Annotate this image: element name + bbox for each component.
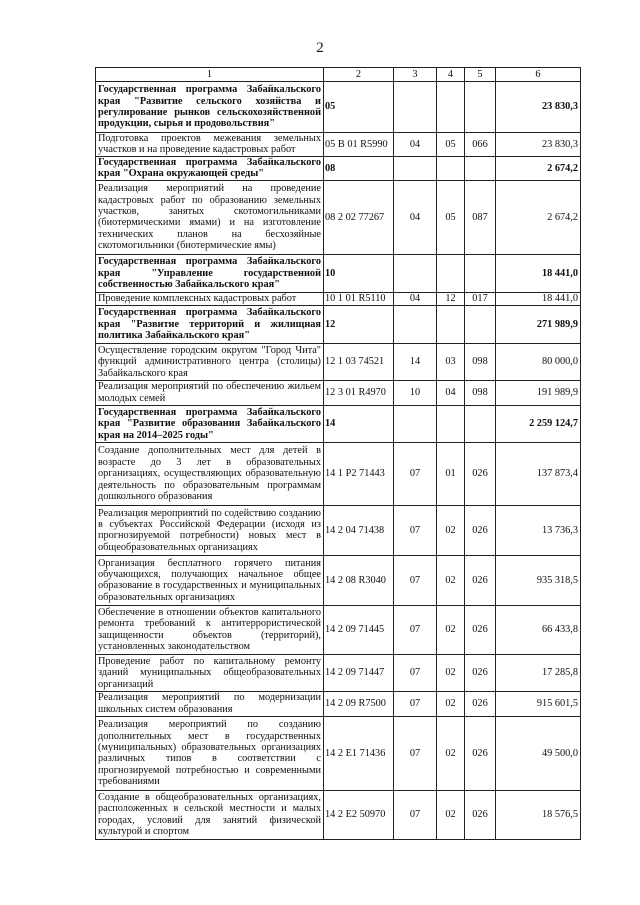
row-code-cell: 08 <box>324 156 394 180</box>
row-amount-cell: 18 441,0 <box>496 254 581 292</box>
table-row <box>96 133 581 157</box>
row-subsection-cell: 01 <box>437 442 465 505</box>
row-name-cell: Государственная программа Забайкальского края "Охрана окружающей среды" <box>96 156 324 180</box>
row-subsection-cell: 02 <box>437 555 465 605</box>
row-name-cell: Создание в общеобразовательных организациях, расположенных в сельской местности и малых городах, условий для занятий физической культурой и спортом <box>96 790 324 839</box>
row-agency-cell <box>465 254 496 292</box>
row-section-cell: 04 <box>394 133 437 157</box>
row-section-cell: 04 <box>394 292 437 305</box>
row-code-cell: 05 В 01 R5990 <box>324 133 394 157</box>
row-subsection-cell: 02 <box>437 605 465 654</box>
row-section-cell: 07 <box>394 605 437 654</box>
row-code-cell: 12 <box>324 305 394 343</box>
row-agency-cell: 026 <box>465 790 496 839</box>
row-code-cell: 12 3 01 R4970 <box>324 380 394 405</box>
row-section-cell: 07 <box>394 555 437 605</box>
table-row <box>96 605 581 654</box>
program-row <box>96 254 581 292</box>
table-header-row <box>96 68 581 82</box>
row-agency-cell: 098 <box>465 380 496 405</box>
row-agency-cell: 017 <box>465 292 496 305</box>
budget-table <box>95 67 581 840</box>
row-subsection-cell: 03 <box>437 343 465 380</box>
row-name-cell: Подготовка проектов межевания земельных участков и на проведение кадастровых работ <box>96 133 324 157</box>
row-amount-cell: 191 989,9 <box>496 380 581 405</box>
column-header-5: 5 <box>465 68 496 82</box>
column-header-4: 4 <box>437 68 465 82</box>
table-row <box>96 380 581 405</box>
row-name-cell: Проведение комплексных кадастровых работ <box>96 292 324 305</box>
row-subsection-cell: 02 <box>437 654 465 691</box>
row-agency-cell <box>465 156 496 180</box>
row-subsection-cell: 02 <box>437 505 465 555</box>
row-section-cell: 10 <box>394 380 437 405</box>
row-code-cell: 14 2 09 71447 <box>324 654 394 691</box>
row-amount-cell: 13 736,3 <box>496 505 581 555</box>
row-agency-cell <box>465 82 496 133</box>
row-name-cell: Проведение работ по капитальному ремонту зданий муниципальных общеобразовательных организаций <box>96 654 324 691</box>
row-subsection-cell <box>437 156 465 180</box>
table-row <box>96 654 581 691</box>
table-body <box>96 82 581 840</box>
row-subsection-cell: 05 <box>437 133 465 157</box>
row-section-cell: 07 <box>394 691 437 716</box>
row-agency-cell: 026 <box>465 605 496 654</box>
row-subsection-cell: 04 <box>437 380 465 405</box>
row-amount-cell: 80 000,0 <box>496 343 581 380</box>
row-section-cell: 07 <box>394 442 437 505</box>
row-section-cell: 14 <box>394 343 437 380</box>
row-section-cell <box>394 254 437 292</box>
row-name-cell: Создание дополнительных мест для детей в возрасте до 3 лет в образовательных организациях, осуществляющих образовательную деятельность по образовательным программам дошкольного образования <box>96 442 324 505</box>
row-section-cell <box>394 156 437 180</box>
row-code-cell: 05 <box>324 82 394 133</box>
row-subsection-cell: 02 <box>437 716 465 790</box>
row-code-cell: 14 1 Р2 71443 <box>324 442 394 505</box>
row-subsection-cell: 02 <box>437 790 465 839</box>
table-row <box>96 691 581 716</box>
page-number: 2 <box>316 40 324 56</box>
row-subsection-cell <box>437 82 465 133</box>
row-name-cell: Реализация мероприятий на проведение кадастровых работ по образованию земельных участков, занятых скотомогильниками (биотермическими ямами) и на изготовление технических планов на бесхозяйные скотомогильники (биотермические ямы) <box>96 180 324 254</box>
row-agency-cell: 026 <box>465 555 496 605</box>
table-row <box>96 180 581 254</box>
row-amount-cell: 2 674,2 <box>496 156 581 180</box>
program-row <box>96 405 581 442</box>
row-agency-cell: 026 <box>465 691 496 716</box>
row-amount-cell: 49 500,0 <box>496 716 581 790</box>
row-agency-cell: 026 <box>465 716 496 790</box>
row-code-cell: 10 1 01 R5110 <box>324 292 394 305</box>
table-row <box>96 555 581 605</box>
row-name-cell: Государственная программа Забайкальского края "Развитие образования Забайкальского края на 2014–2025 годы" <box>96 405 324 442</box>
row-amount-cell: 2 259 124,7 <box>496 405 581 442</box>
row-code-cell: 08 2 02 77267 <box>324 180 394 254</box>
row-code-cell: 14 2 09 R7500 <box>324 691 394 716</box>
program-row <box>96 305 581 343</box>
column-header-2: 2 <box>324 68 394 82</box>
row-name-cell: Реализация мероприятий по модернизации школьных систем образования <box>96 691 324 716</box>
column-header-1: 1 <box>96 68 324 82</box>
row-code-cell: 12 1 03 74521 <box>324 343 394 380</box>
row-subsection-cell: 05 <box>437 180 465 254</box>
row-name-cell: Реализация мероприятий по созданию дополнительных мест в государственных (муниципальных) образовательных организациях различных типов в соответствии с прогнозируемой потребностью и современными требованиями <box>96 716 324 790</box>
row-code-cell: 14 <box>324 405 394 442</box>
table-row <box>96 790 581 839</box>
table-row <box>96 505 581 555</box>
row-amount-cell: 137 873,4 <box>496 442 581 505</box>
row-amount-cell: 18 576,5 <box>496 790 581 839</box>
table-row <box>96 343 581 380</box>
program-row <box>96 82 581 133</box>
row-amount-cell: 17 285,8 <box>496 654 581 691</box>
row-name-cell: Государственная программа Забайкальского края "Развитие сельского хозяйства и регулирование рынков сельскохозяйственной продукции, сырья и продовольствия" <box>96 82 324 133</box>
row-subsection-cell <box>437 305 465 343</box>
row-agency-cell: 026 <box>465 654 496 691</box>
row-section-cell <box>394 405 437 442</box>
row-code-cell: 14 2 04 71438 <box>324 505 394 555</box>
row-code-cell: 14 2 Е2 50970 <box>324 790 394 839</box>
row-subsection-cell: 02 <box>437 691 465 716</box>
row-code-cell: 10 <box>324 254 394 292</box>
row-section-cell: 07 <box>394 505 437 555</box>
row-section-cell: 07 <box>394 790 437 839</box>
row-code-cell: 14 2 08 R3040 <box>324 555 394 605</box>
row-agency-cell: 026 <box>465 442 496 505</box>
row-name-cell: Организация бесплатного горячего питания обучающихся, получающих начальное общее образование в государственных и муниципальных образовательных организациях <box>96 555 324 605</box>
column-header-3: 3 <box>394 68 437 82</box>
row-name-cell: Государственная программа Забайкальского края "Управление государственной собственностью Забайкальского края" <box>96 254 324 292</box>
row-amount-cell: 66 433,8 <box>496 605 581 654</box>
row-amount-cell: 935 318,5 <box>496 555 581 605</box>
row-code-cell: 14 2 09 71445 <box>324 605 394 654</box>
row-section-cell: 07 <box>394 716 437 790</box>
row-name-cell: Реализация мероприятий по обеспечению жильем молодых семей <box>96 380 324 405</box>
row-subsection-cell <box>437 405 465 442</box>
row-subsection-cell <box>437 254 465 292</box>
row-section-cell <box>394 82 437 133</box>
row-name-cell: Обеспечение в отношении объектов капитального ремонта требований к антитеррористической защищенности объектов (территорий), установленных законодательством <box>96 605 324 654</box>
program-row <box>96 156 581 180</box>
row-amount-cell: 2 674,2 <box>496 180 581 254</box>
table-row <box>96 716 581 790</box>
row-section-cell: 04 <box>394 180 437 254</box>
row-name-cell: Государственная программа Забайкальского края "Развитие территорий и жилищная политика Забайкальского края" <box>96 305 324 343</box>
row-amount-cell: 271 989,9 <box>496 305 581 343</box>
row-amount-cell: 23 830,3 <box>496 82 581 133</box>
row-section-cell: 07 <box>394 654 437 691</box>
row-agency-cell <box>465 405 496 442</box>
row-agency-cell: 066 <box>465 133 496 157</box>
row-amount-cell: 18 441,0 <box>496 292 581 305</box>
row-amount-cell: 915 601,5 <box>496 691 581 716</box>
row-agency-cell: 026 <box>465 505 496 555</box>
row-agency-cell <box>465 305 496 343</box>
row-code-cell: 14 2 Е1 71436 <box>324 716 394 790</box>
column-header-6: 6 <box>496 68 581 82</box>
row-name-cell: Осуществление городским округом "Город Чита" функций административного центра (столицы) Забайкальского края <box>96 343 324 380</box>
row-subsection-cell: 12 <box>437 292 465 305</box>
row-section-cell <box>394 305 437 343</box>
table-row <box>96 442 581 505</box>
row-agency-cell: 087 <box>465 180 496 254</box>
table-row <box>96 292 581 305</box>
row-agency-cell: 098 <box>465 343 496 380</box>
row-name-cell: Реализация мероприятий по содействию созданию в субъектах Российской Федерации (исходя из прогнозируемой потребности) новых мест в общеобразовательных организациях <box>96 505 324 555</box>
row-amount-cell: 23 830,3 <box>496 133 581 157</box>
